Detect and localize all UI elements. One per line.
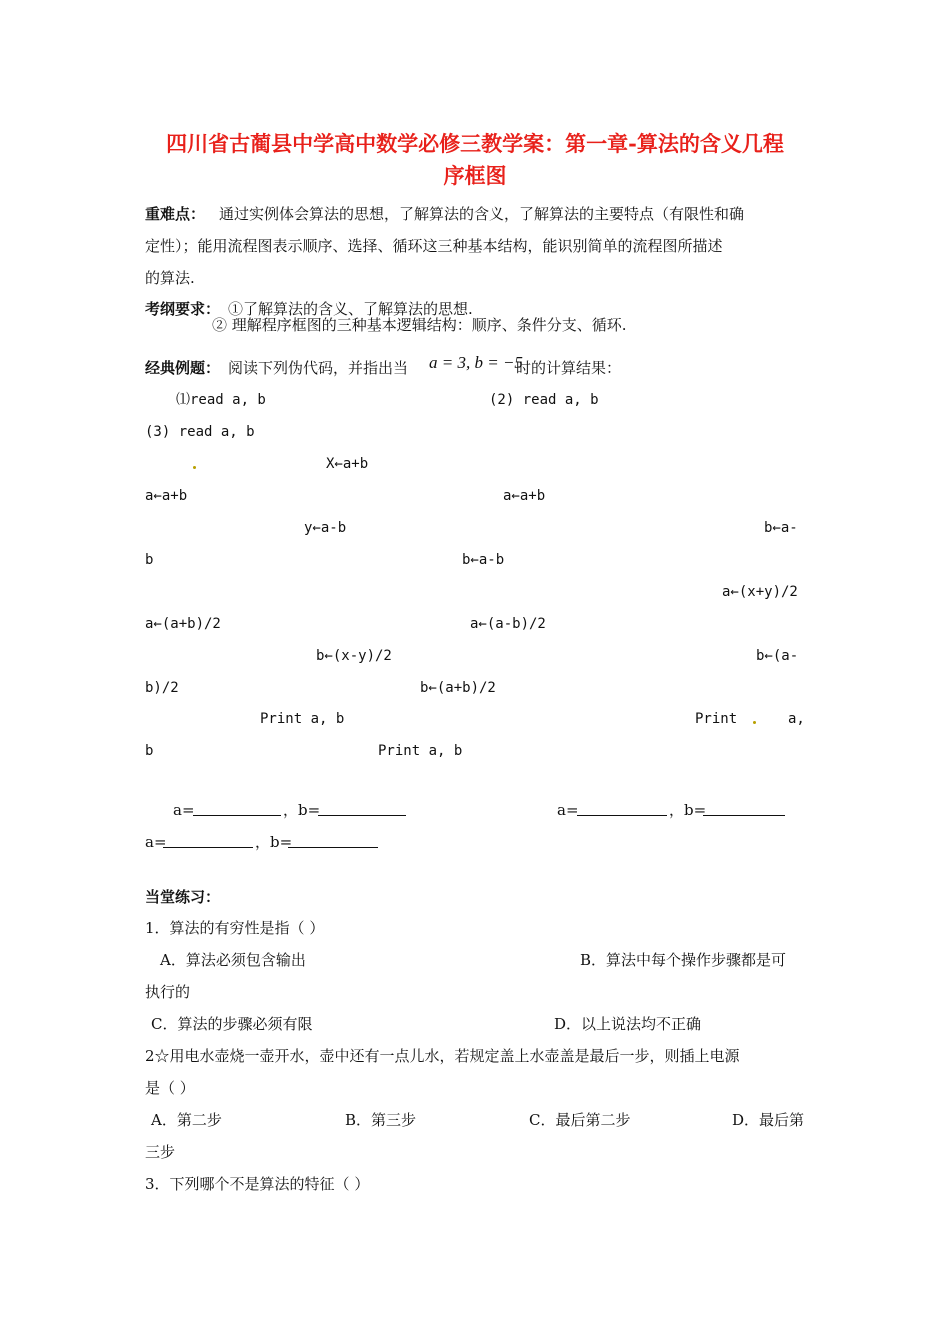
answer-b-label: ，b= bbox=[283, 801, 321, 819]
code-program2-read: (2) read a, b bbox=[489, 392, 599, 408]
q2-option-d: D．最后第 bbox=[732, 1111, 805, 1129]
q2-option-d-cont: 三步 bbox=[145, 1143, 176, 1161]
page-title-line2: 序框图 bbox=[443, 163, 507, 188]
code-line: b←(x-y)/2 bbox=[316, 648, 392, 664]
code-print: Print a, b bbox=[260, 711, 345, 727]
code-line: b←a-b bbox=[462, 552, 505, 568]
key-points-text-2: 定性）；能用流程图表示顺序、选择、循环这三种基本结构，能识别简单的流程图所描述 bbox=[145, 237, 723, 255]
example-text-before: 阅读下列伪代码，并指出当 bbox=[228, 359, 409, 377]
syllabus-label: 考纲要求： bbox=[145, 300, 221, 318]
page-title-line1: 四川省古蔺县中学高中数学必修三教学案：第一章-算法的含义几程 bbox=[166, 131, 784, 156]
syllabus-item-2: ② 理解程序框图的三种基本逻辑结构：顺序、条件分支、循环. bbox=[212, 316, 627, 334]
code-line: b bbox=[145, 552, 154, 568]
q2-option-b: B．第三步 bbox=[345, 1111, 417, 1129]
answer-b-label: ，b= bbox=[669, 801, 707, 819]
q2-option-a: A．第二步 bbox=[151, 1111, 222, 1129]
key-points-label: 重难点： bbox=[145, 205, 206, 223]
code-line: b←(a- bbox=[756, 648, 799, 664]
stray-dot-mark bbox=[753, 721, 756, 724]
code-print: Print a, b bbox=[378, 743, 463, 759]
code-line-x: X←a+b bbox=[326, 456, 369, 472]
q2-option-c: C．最后第二步 bbox=[529, 1111, 631, 1129]
code-line: b)/2 bbox=[145, 680, 179, 696]
q1-option-b: B．算法中每个操作步骤都是可 bbox=[580, 951, 787, 969]
code-line: a←a+b bbox=[503, 488, 546, 504]
example-label: 经典例题： bbox=[145, 359, 221, 377]
code-program3-read: (3) read a, b bbox=[145, 424, 255, 440]
code-print-args: a, bbox=[788, 711, 805, 727]
answer-blank[interactable] bbox=[577, 815, 667, 816]
answer-blank[interactable] bbox=[703, 815, 785, 816]
answer-blank[interactable] bbox=[318, 815, 406, 816]
code-line: b bbox=[145, 743, 154, 759]
question-2-cont: 是（ ） bbox=[145, 1079, 195, 1097]
question-1: 1．算法的有穷性是指（ ） bbox=[145, 919, 325, 937]
code-line: y←a-b bbox=[304, 520, 347, 536]
code-line: b←(a+b)/2 bbox=[420, 680, 496, 696]
answer-blank[interactable] bbox=[193, 815, 281, 816]
example-text-after: 时的计算结果： bbox=[516, 359, 622, 377]
q1-option-a: A．算法必须包含输出 bbox=[160, 951, 306, 969]
practice-label: 当堂练习： bbox=[145, 888, 221, 906]
question-3: 3．下列哪个不是算法的特征（ ） bbox=[145, 1175, 370, 1193]
answer-b-label: ，b= bbox=[255, 833, 293, 851]
syllabus-item-1: ①了解算法的含义、了解算法的思想. bbox=[228, 300, 473, 318]
code-line: a←(x+y)/2 bbox=[722, 584, 798, 600]
q1-option-b-cont: 执行的 bbox=[145, 983, 191, 1001]
code-print: Print bbox=[695, 711, 738, 727]
code-line: a←(a-b)/2 bbox=[470, 616, 546, 632]
code-line: b←a- bbox=[764, 520, 798, 536]
answer-blank[interactable] bbox=[288, 847, 378, 848]
code-program1-read: ⑴read a, b bbox=[176, 392, 266, 408]
code-line: a←a+b bbox=[145, 488, 188, 504]
answer-a-label: a= bbox=[557, 801, 579, 819]
answer-a-label: a= bbox=[145, 833, 167, 851]
code-line: a←(a+b)/2 bbox=[145, 616, 221, 632]
key-points-text-1: 通过实例体会算法的思想，了解算法的含义，了解算法的主要特点（有限性和确 bbox=[219, 205, 745, 223]
q1-option-c: C．算法的步骤必须有限 bbox=[151, 1015, 313, 1033]
question-2: 2☆用电水壶烧一壶开水，壶中还有一点儿水，若规定盖上水壶盖是最后一步，则插上电源 bbox=[145, 1047, 740, 1065]
answer-blank[interactable] bbox=[163, 847, 253, 848]
example-equation: a = 3, b = −5 bbox=[429, 353, 523, 372]
answer-a-label: a= bbox=[173, 801, 195, 819]
q1-option-d: D．以上说法均不正确 bbox=[554, 1015, 702, 1033]
key-points-text-3: 的算法. bbox=[145, 269, 195, 287]
stray-dot-mark bbox=[193, 466, 196, 469]
